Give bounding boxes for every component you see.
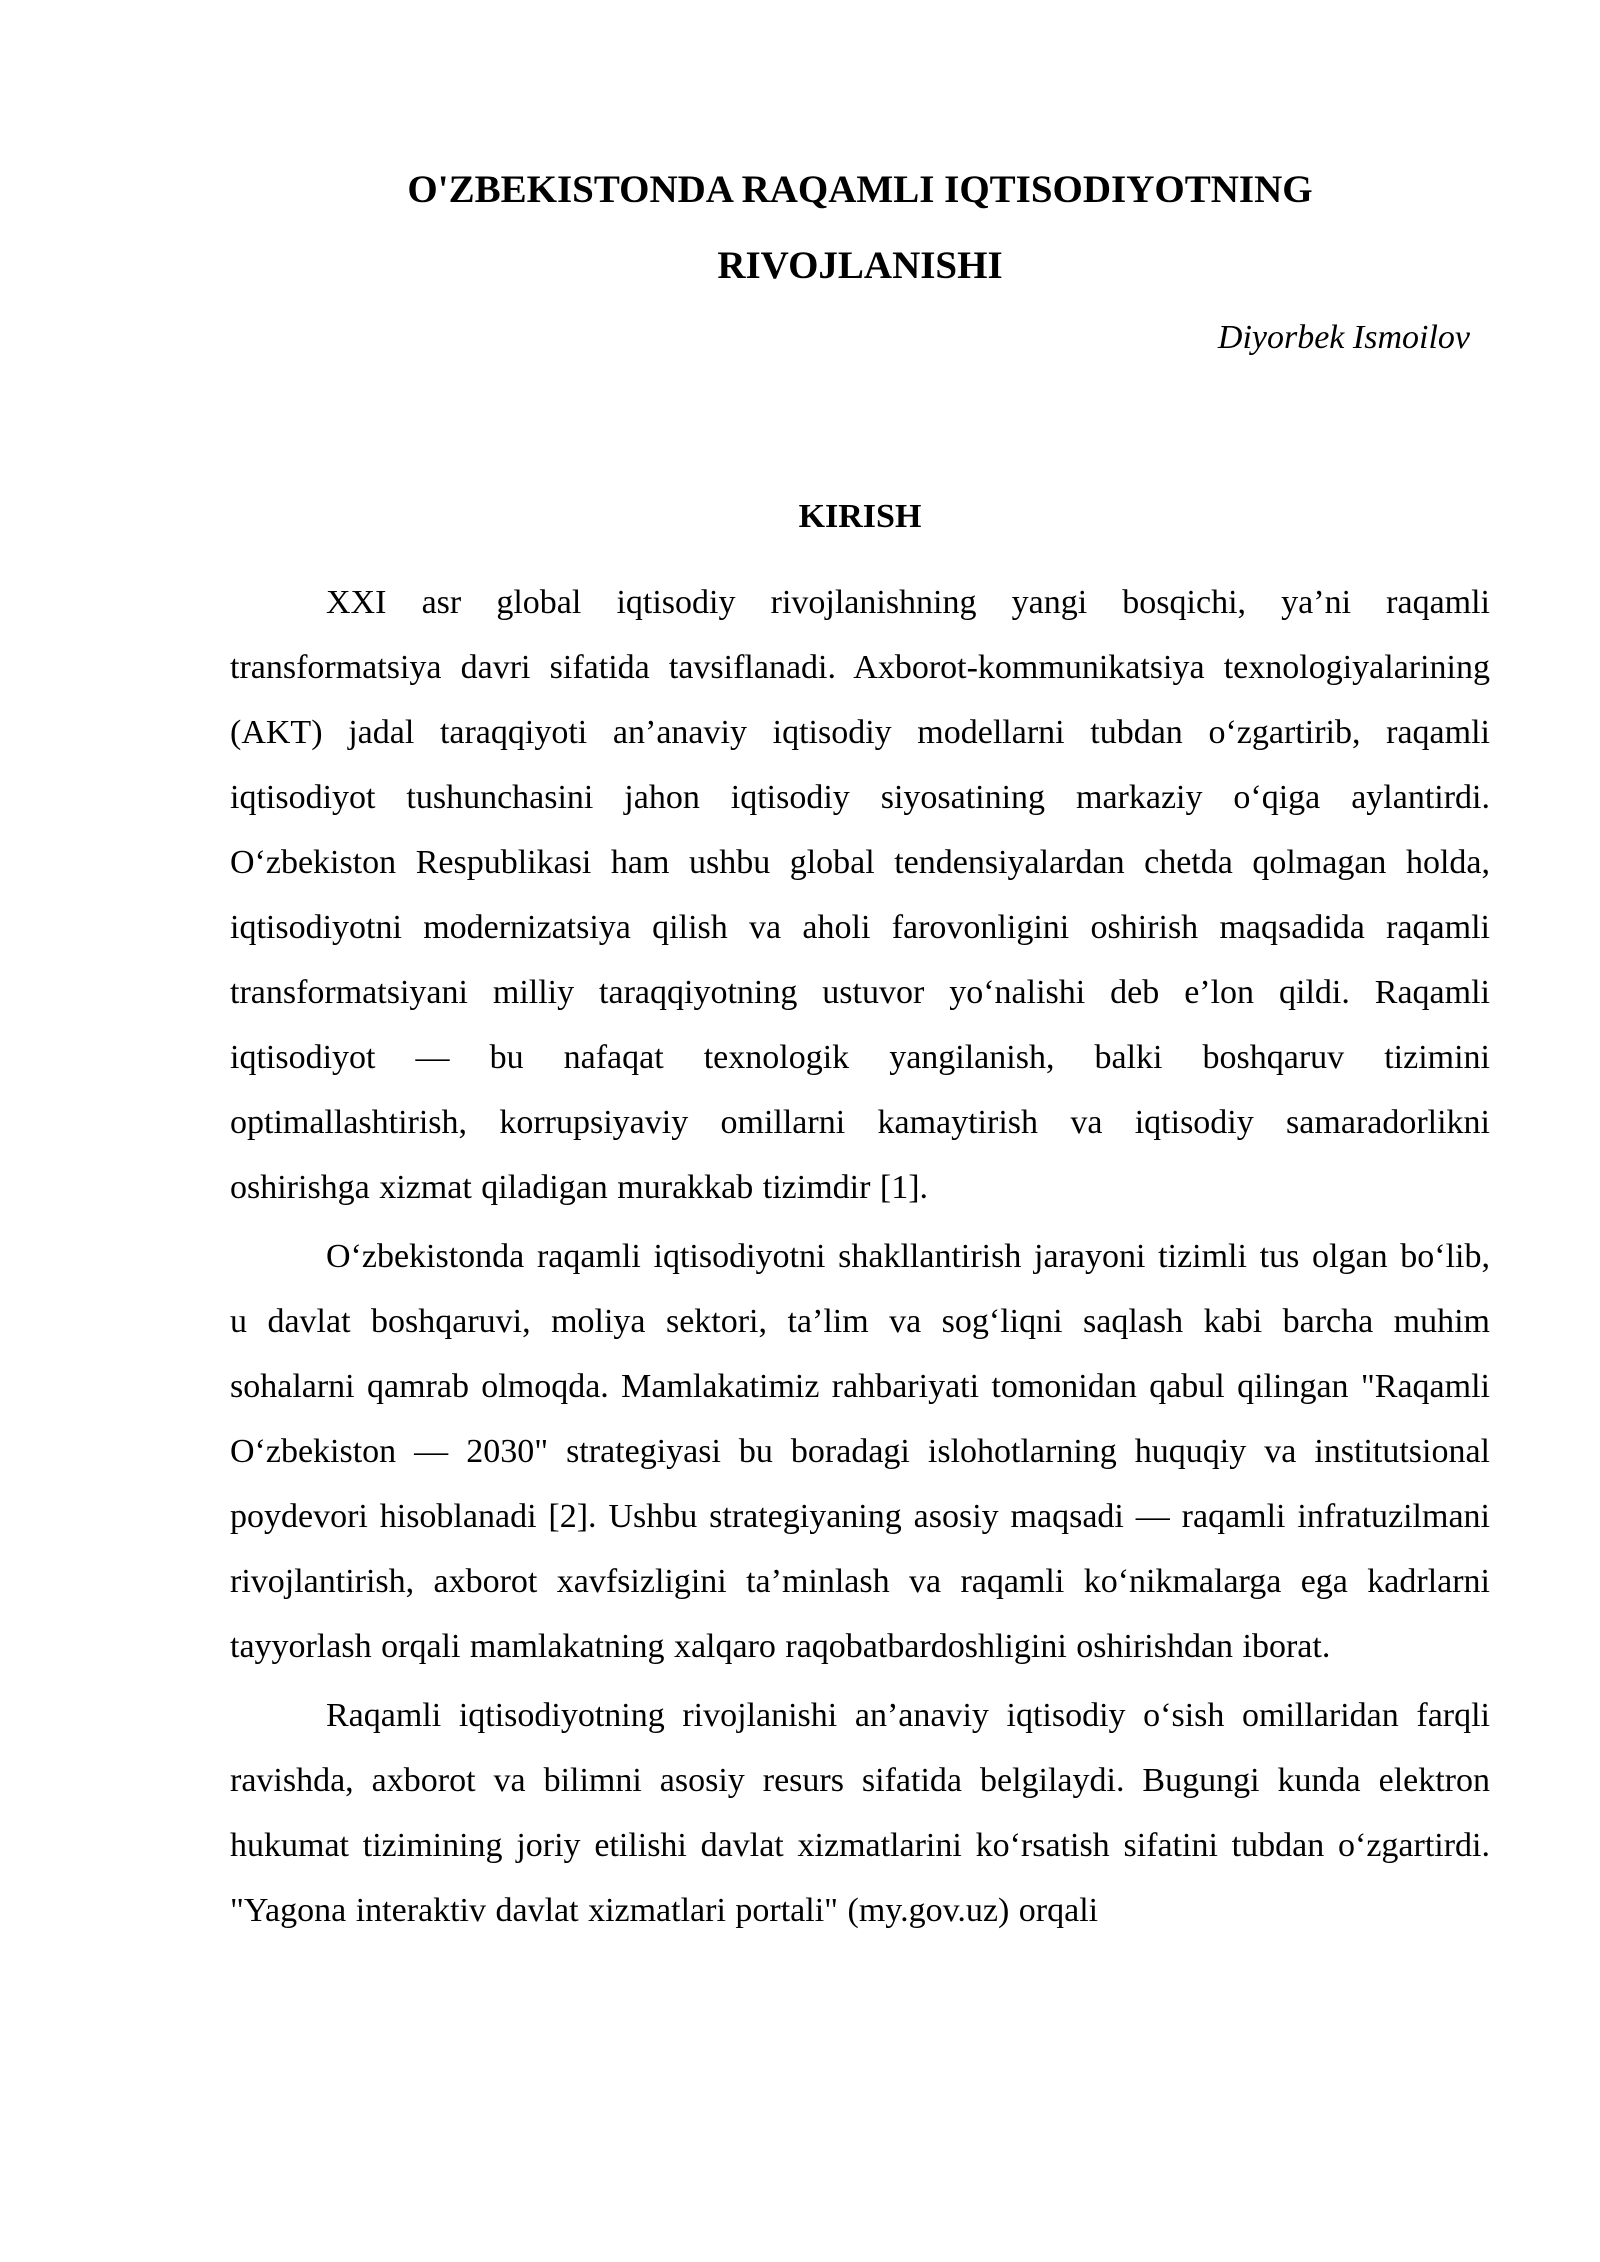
- author-name: Diyorbek Ismoilov: [1217, 319, 1470, 356]
- document-title: [230, 152, 1490, 304]
- document-title-line-1: O'ZBEKISTONDA RAQAMLI IQTISODIYOTNING: [407, 168, 1313, 211]
- paragraph-2: O‘zbekistonda raqamli iqtisodiyotni shakllantirish jarayoni tizimli tus olgan bo‘lib, u davlat boshqaruvi, moliya sektori, ta’lim va sog‘liqni saqlash kabi barcha muhim sohalarni qamrab olmoqda. Mamlakatimiz rahbariyati tomonidan qabul qilingan "Raqamli O‘zbekiston — 2030" strategiyasi bu boradagi islohotlarning huquqiy va institutsional poydevori hisoblanadi [2]. Ushbu strategiyaning asosiy maqsadi — raqamli infratuzilmani rivojlantirish, axborot xavfsizligini ta’minlash va raqamli ko‘nikmalarga ega kadrlarni tayyorlash orqali mamlakatning xalqaro raqobatbardoshligini oshirishdan iborat.: [230, 1238, 1490, 1665]
- document-title-line-2: RIVOJLANISHI: [717, 244, 1003, 287]
- paragraph-3: Raqamli iqtisodiyotning rivojlanishi an’anaviy iqtisodiy o‘sish omillaridan farqli ravishda, axborot va bilimni asosiy resurs sifatida belgilaydi. Bugungi kunda elektron hukumat tizimining joriy etilishi davlat xizmatlarini ko‘rsatish sifatini tubdan o‘zgartirdi. "Yagona interaktiv davlat xizmatlari portali" (my.gov.uz) orqali: [230, 1697, 1490, 1929]
- paragraph-1: XXI asr global iqtisodiy rivojlanishning yangi bosqichi, ya’ni raqamli transformatsiya davri sifatida tavsiflanadi. Axborot-kommunikatsiya texnologiyalarining (AKT) jadal taraqqiyoti an’anaviy iqtisodiy modellarni tubdan o‘zgartirib, raqamli iqtisodiyot tushunchasini jahon iqtisodiy siyosatining markaziy o‘qiga aylantirdi. O‘zbekiston Respublikasi ham ushbu global tendensiyalardan chetda qolmagan holda, iqtisodiyotni modernizatsiya qilish va aholi farovonligini oshirish maqsadida raqamli transformatsiyani milliy taraqqiyotning ustuvor yo‘nalishi deb e’lon qildi. Raqamli iqtisodiyot — bu nafaqat texnologik yangilanish, balki boshqaruv tizimini optimallashtirish, korrupsiyaviy omillarni kamaytirish va iqtisodiy samaradorlikni oshirishga xizmat qiladigan murakkab tizimdir [1].: [230, 584, 1490, 1206]
- section-heading: KIRISH: [798, 498, 922, 535]
- body-text: [230, 570, 1490, 1947]
